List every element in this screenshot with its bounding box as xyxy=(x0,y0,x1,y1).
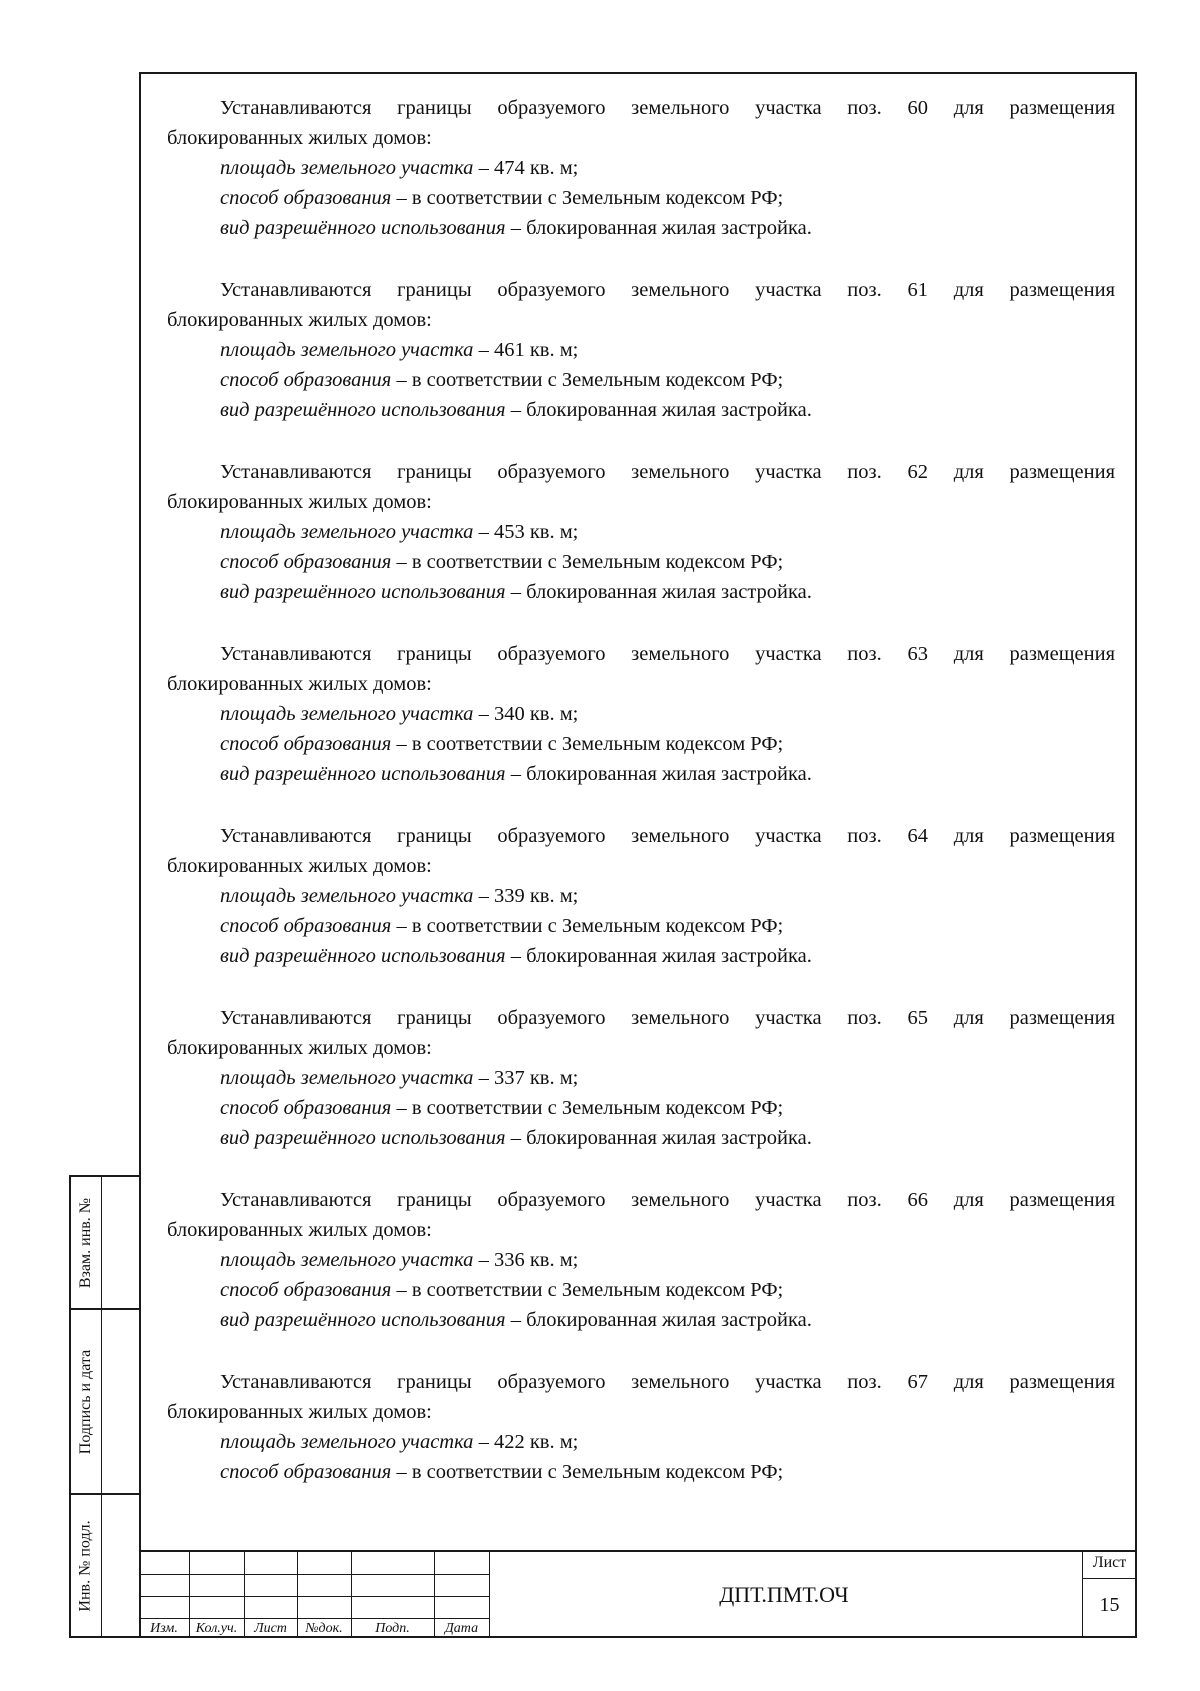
method-value: – в соответствии с Земельным кодексом РФ; xyxy=(391,733,784,755)
method-label: способ образования xyxy=(220,551,392,573)
plot-area xyxy=(167,699,1115,729)
method-value: – в соответствии с Земельным кодексом РФ; xyxy=(391,369,784,391)
side-stamp-signature-date xyxy=(69,1310,139,1495)
area-label: площадь земельного участка xyxy=(220,1067,474,1089)
permitted-use xyxy=(167,1123,1115,1153)
permitted-use xyxy=(167,213,1115,243)
permitted-use xyxy=(167,577,1115,607)
col-header-doc-no: №док. xyxy=(305,1621,343,1636)
plot-area xyxy=(167,1245,1115,1275)
use-label: вид разрешённого использования xyxy=(220,1309,506,1331)
permitted-use xyxy=(167,395,1115,425)
use-label: вид разрешённого использования xyxy=(220,217,506,239)
area-value: – 474 кв. м; xyxy=(473,157,579,179)
title-block-row-line xyxy=(1082,1578,1137,1579)
use-label: вид разрешённого использования xyxy=(220,399,506,421)
sheet-label: Лист xyxy=(1092,1554,1127,1571)
formation-method xyxy=(167,1275,1115,1305)
area-value: – 461 кв. м; xyxy=(473,339,579,361)
use-value: – блокированная жилая застройка. xyxy=(505,945,812,967)
col-header-count: Кол.уч. xyxy=(195,1621,238,1636)
formation-method xyxy=(167,1093,1115,1123)
signature-date-label: Подпись и дата xyxy=(77,1349,94,1454)
title-block xyxy=(139,1550,1137,1638)
method-value: – в соответствии с Земельным кодексом РФ; xyxy=(391,1097,784,1119)
area-label: площадь земельного участка xyxy=(220,339,474,361)
paragraph-intro: Устанавливаются границы образуемого земельного участка поз. 62 для размещения xyxy=(220,461,1115,483)
col-header-signature: Подп. xyxy=(375,1621,410,1636)
use-value: – блокированная жилая застройка. xyxy=(505,1127,812,1149)
use-value: – блокированная жилая застройка. xyxy=(505,763,812,785)
method-label: способ образования xyxy=(220,369,392,391)
use-value: – блокированная жилая застройка. xyxy=(505,399,812,421)
permitted-use xyxy=(167,1305,1115,1335)
sheet-number: 15 xyxy=(1099,1594,1120,1616)
formation-method xyxy=(167,365,1115,395)
plot-paragraph xyxy=(167,275,1115,425)
method-value: – в соответствии с Земельным кодексом РФ; xyxy=(391,187,784,209)
area-label: площадь земельного участка xyxy=(220,157,474,179)
plot-paragraph xyxy=(167,1367,1115,1487)
title-block-row-line xyxy=(139,1596,489,1597)
paragraph-intro-cont: блокированных жилых домов: xyxy=(167,673,432,695)
original-inv-label: Инв. № подл. xyxy=(77,1519,95,1612)
paragraph-intro-cont: блокированных жилых домов: xyxy=(167,1401,432,1423)
plot-area xyxy=(167,517,1115,547)
area-value: – 453 кв. м; xyxy=(473,521,579,543)
method-label: способ образования xyxy=(220,187,392,209)
method-label: способ образования xyxy=(220,1097,392,1119)
paragraph-intro: Устанавливаются границы образуемого земельного участка поз. 66 для размещения xyxy=(220,1189,1115,1211)
formation-method xyxy=(167,729,1115,759)
plot-paragraph xyxy=(167,93,1115,243)
document-code: ДПТ.ПМТ.ОЧ xyxy=(719,1582,849,1607)
method-label: способ образования xyxy=(220,733,392,755)
method-value: – в соответствии с Земельным кодексом РФ; xyxy=(391,1279,784,1301)
area-label: площадь земельного участка xyxy=(220,1249,474,1271)
plot-paragraph xyxy=(167,639,1115,789)
method-value: – в соответствии с Земельным кодексом РФ; xyxy=(391,551,784,573)
plot-area xyxy=(167,1063,1115,1093)
plot-paragraph xyxy=(167,821,1115,971)
use-value: – блокированная жилая застройка. xyxy=(505,217,812,239)
permitted-use xyxy=(167,759,1115,789)
area-value: – 336 кв. м; xyxy=(473,1249,579,1271)
use-label: вид разрешённого использования xyxy=(220,1127,506,1149)
replacement-inv-label: Взам. инв. № xyxy=(77,1197,95,1288)
area-label: площадь земельного участка xyxy=(220,885,474,907)
col-header-date: Дата xyxy=(444,1621,479,1636)
use-label: вид разрешённого использования xyxy=(220,945,506,967)
plot-paragraph xyxy=(167,1185,1115,1335)
permitted-use xyxy=(167,941,1115,971)
method-label: способ образования xyxy=(220,1279,392,1301)
plot-paragraph xyxy=(167,457,1115,607)
area-value: – 339 кв. м; xyxy=(473,885,579,907)
plot-paragraph xyxy=(167,1003,1115,1153)
area-value: – 340 кв. м; xyxy=(473,703,579,725)
area-label: площадь земельного участка xyxy=(220,1431,474,1453)
formation-method xyxy=(167,911,1115,941)
plot-area xyxy=(167,335,1115,365)
paragraph-intro: Устанавливаются границы образуемого земельного участка поз. 63 для размещения xyxy=(220,643,1115,665)
paragraph-intro-cont: блокированных жилых домов: xyxy=(167,1037,432,1059)
side-stamp-original-inv xyxy=(69,1495,139,1638)
formation-method xyxy=(167,547,1115,577)
title-block-row-line xyxy=(139,1574,489,1575)
method-value: – в соответствии с Земельным кодексом РФ; xyxy=(391,1461,784,1483)
paragraph-intro: Устанавливаются границы образуемого земельного участка поз. 67 для размещения xyxy=(220,1371,1115,1393)
method-label: способ образования xyxy=(220,915,392,937)
paragraph-intro-cont: блокированных жилых домов: xyxy=(167,1219,432,1241)
paragraph-intro-cont: блокированных жилых домов: xyxy=(167,127,432,149)
area-label: площадь земельного участка xyxy=(220,703,474,725)
paragraph-intro: Устанавливаются границы образуемого земельного участка поз. 64 для размещения xyxy=(220,825,1115,847)
use-label: вид разрешённого использования xyxy=(220,763,506,785)
col-header-change: Изм. xyxy=(150,1621,178,1636)
use-value: – блокированная жилая застройка. xyxy=(505,581,812,603)
area-value: – 337 кв. м; xyxy=(473,1067,579,1089)
paragraph-intro: Устанавливаются границы образуемого земельного участка поз. 60 для размещения xyxy=(220,97,1115,119)
paragraph-intro-cont: блокированных жилых домов: xyxy=(167,309,432,331)
area-label: площадь земельного участка xyxy=(220,521,474,543)
paragraph-intro-cont: блокированных жилых домов: xyxy=(167,855,432,877)
formation-method xyxy=(167,183,1115,213)
area-value: – 422 кв. м; xyxy=(473,1431,579,1453)
plot-area xyxy=(167,1427,1115,1457)
formation-method xyxy=(167,1457,1115,1487)
plot-area xyxy=(167,881,1115,911)
use-value: – блокированная жилая застройка. xyxy=(505,1309,812,1331)
paragraph-intro: Устанавливаются границы образуемого земельного участка поз. 65 для размещения xyxy=(220,1007,1115,1029)
paragraph-intro-cont: блокированных жилых домов: xyxy=(167,491,432,513)
plot-area xyxy=(167,153,1115,183)
method-label: способ образования xyxy=(220,1461,392,1483)
method-value: – в соответствии с Земельным кодексом РФ; xyxy=(391,915,784,937)
document-body xyxy=(167,93,1115,1519)
paragraph-intro: Устанавливаются границы образуемого земельного участка поз. 61 для размещения xyxy=(220,279,1115,301)
use-label: вид разрешённого использования xyxy=(220,581,506,603)
col-header-sheet: Лист xyxy=(254,1621,287,1636)
side-stamp-replacement-inv xyxy=(69,1175,139,1310)
